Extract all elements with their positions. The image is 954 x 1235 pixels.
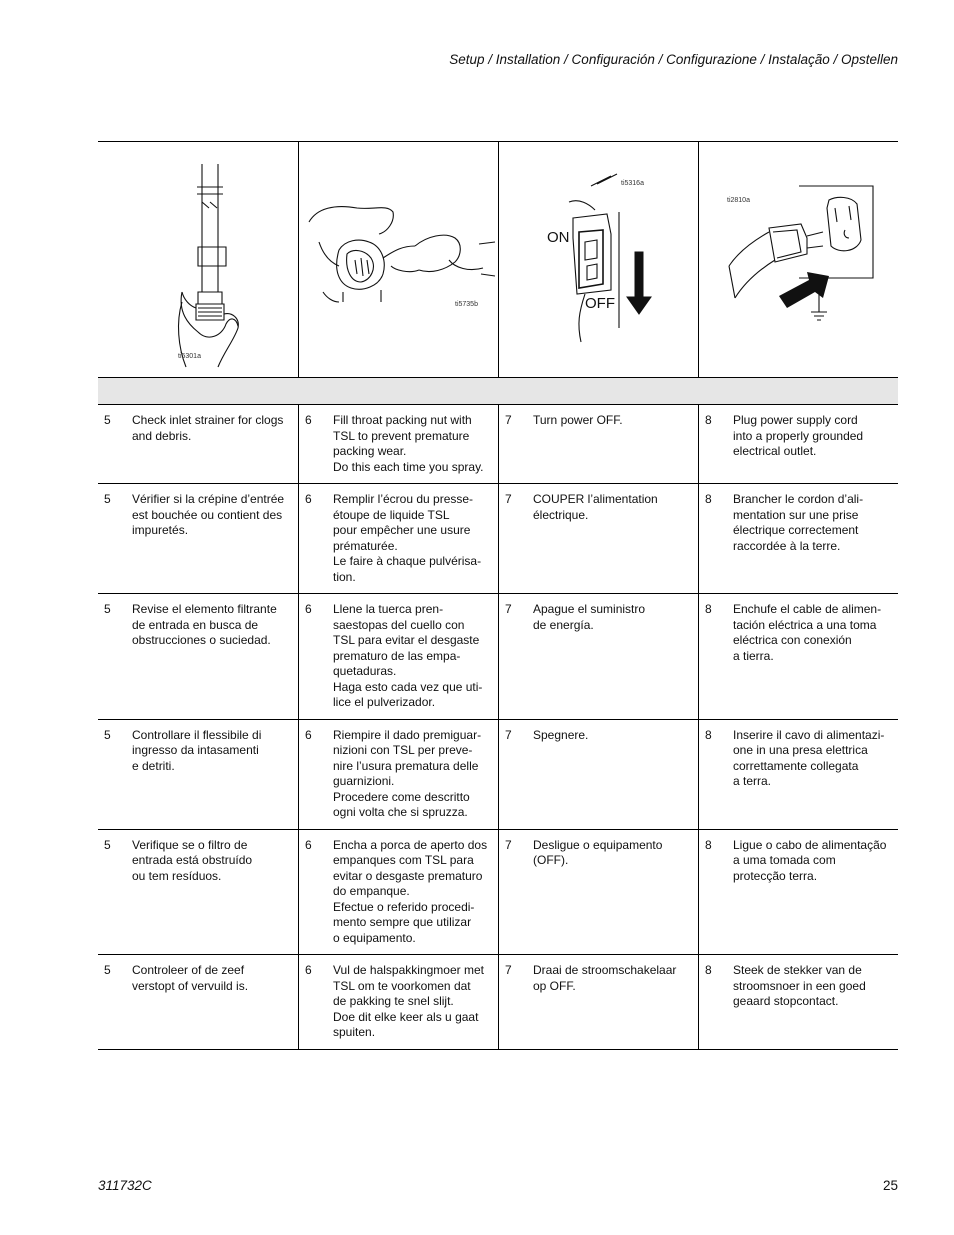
step-number: 7 (505, 963, 512, 977)
step-number: 5 (104, 963, 111, 977)
step-cell (98, 405, 298, 483)
figure-caption: ti5735b (455, 301, 478, 308)
step-text: Llene la tuerca pren- saestopas del cuello con TSL para evitar el desgaste prematuro de las empa- quetaduras. Haga esto cada vez que uti- lice el pulverizador. (333, 602, 483, 709)
step-cell (498, 405, 698, 483)
step-number: 6 (305, 963, 312, 977)
step-number: 5 (104, 602, 111, 616)
step-text: Spegnere. (533, 727, 589, 742)
step-text: Controllare il flessibile di ingresso da intasamenti e detriti. (132, 727, 262, 773)
step-number: 8 (705, 837, 712, 852)
step-cell (498, 955, 698, 1049)
steps-table (98, 405, 898, 1049)
step-number: 7 (505, 413, 512, 427)
illustration-row (98, 142, 898, 378)
step-text: Vul de halspakkingmoer met TSL om te voorkomen dat de pakking te snel slijt. Doe dit elke keer als u gaat spuiten. (333, 963, 484, 1039)
step-cell (298, 405, 498, 483)
step-cell (298, 955, 498, 1049)
step-text: Steek de stekker van de stroomsnoer in een goed geaard stopcontact. (733, 963, 866, 1008)
figure-caption: ti5316a (621, 180, 644, 187)
step-cell (298, 594, 498, 719)
figure-inlet-strainer (98, 142, 298, 377)
step-text: Controleer of de zeef verstopt of vervuild is. (132, 963, 249, 993)
step-number: 6 (305, 837, 312, 852)
gray-divider-band (98, 378, 898, 405)
step-cell (698, 830, 898, 955)
step-cell (98, 830, 298, 955)
step-cell (698, 405, 898, 483)
step-text: Apague el suministro de energía. (533, 602, 646, 632)
step-text: Revise el elemento filtrante de entrada en busca de obstrucciones o suciedad. (132, 602, 277, 647)
switch-off-label: OFF (585, 295, 615, 312)
step-cell (498, 594, 698, 719)
step-text: Verifique se o filtro de entrada está obstruído ou tem resíduos. (132, 837, 253, 883)
step-number: 8 (705, 413, 712, 427)
step-number: 8 (705, 963, 712, 977)
step-text: COUPER l’alimentation électrique. (533, 492, 658, 522)
step-number: 8 (705, 727, 712, 742)
grounded-outlet-icon (699, 142, 899, 377)
step-number: 7 (505, 492, 512, 506)
step-text: Check inlet strainer for clogs and debris. (132, 413, 284, 443)
step-cell (698, 720, 898, 829)
step-cell (98, 594, 298, 719)
step-cell (298, 720, 498, 829)
step-number: 5 (104, 837, 111, 852)
step-cell (498, 830, 698, 955)
step-number: 7 (505, 602, 512, 616)
step-number: 6 (305, 492, 312, 506)
step-number: 6 (305, 727, 312, 742)
switch-on-label: ON (547, 229, 570, 246)
table-row (98, 954, 898, 1049)
step-text: Draai de stroomschakelaar op OFF. (533, 963, 677, 993)
step-cell (98, 720, 298, 829)
table-row (98, 829, 898, 955)
page-header-title: Setup / Installation / Configuración / Configurazione / Instalação / Opstellen (449, 52, 898, 67)
step-text: Riempire il dado premiguar- nizioni con TSL per preve- nire l’usura prematura delle guarnizioni. Procedere come descritto ogni volta che si spruzza. (333, 727, 482, 819)
figure-caption: ti2810a (727, 197, 750, 204)
step-text: Brancher le cordon d’ali- mentation sur une prise électrique correctement raccordée à la terre. (733, 492, 864, 553)
table-row (98, 719, 898, 829)
step-text: Fill throat packing nut with TSL to prevent premature packing wear. Do this each time you spray. (333, 413, 484, 474)
step-number: 8 (705, 602, 712, 616)
inlet-strainer-icon (98, 142, 298, 377)
step-cell (298, 830, 498, 955)
step-text: Encha a porca de aperto dos empanques com TSL para evitar o desgaste prematuro do empanque. Efectue o referido procedi- mento sempre que utilizar o equipamento. (333, 837, 488, 945)
instruction-grid (98, 141, 898, 1050)
step-number: 5 (104, 727, 111, 742)
table-row (98, 483, 898, 593)
page-number: 25 (882, 1178, 898, 1193)
step-cell (698, 955, 898, 1049)
step-number: 5 (104, 413, 111, 427)
document-number: 311732C (98, 1178, 152, 1193)
step-text: Inserire il cavo di alimentazi- one in una presa elettrica correttamente collegata a terra. (733, 727, 885, 788)
step-text: Ligue o cabo de alimentação a uma tomada com protecção terra. (733, 837, 887, 883)
step-number: 7 (505, 837, 512, 852)
step-cell (498, 484, 698, 593)
step-text: Turn power OFF. (533, 413, 623, 427)
power-switch-icon (499, 142, 699, 377)
step-number: 6 (305, 413, 312, 427)
step-number: 7 (505, 727, 512, 742)
step-text: Vérifier si la crépine d’entrée est bouchée ou contient des impuretés. (132, 492, 285, 537)
step-cell (98, 484, 298, 593)
step-number: 6 (305, 602, 312, 616)
step-cell (698, 594, 898, 719)
figure-grounded-outlet (698, 142, 898, 377)
step-text: Enchufe el cable de alimen- tación eléctrica a una toma eléctrica con conexión a tierra. (733, 602, 882, 663)
step-cell (298, 484, 498, 593)
throat-packing-nut-icon (299, 142, 499, 377)
figure-caption: ti5301a (178, 353, 201, 360)
table-row (98, 405, 898, 483)
step-cell (698, 484, 898, 593)
step-number: 8 (705, 492, 712, 506)
figure-power-switch (498, 142, 698, 377)
step-number: 5 (104, 492, 111, 506)
step-cell (98, 955, 298, 1049)
figure-throat-packing (298, 142, 498, 377)
step-text: Remplir l’écrou du presse- étoupe de liquide TSL pour empêcher une usure prématurée. Le faire à chaque pulvérisa- tion. (333, 492, 482, 584)
step-text: Desligue o equipamento (OFF). (533, 837, 663, 867)
table-row (98, 593, 898, 719)
step-cell (498, 720, 698, 829)
step-text: Plug power supply cord into a properly grounded electrical outlet. (733, 413, 864, 458)
